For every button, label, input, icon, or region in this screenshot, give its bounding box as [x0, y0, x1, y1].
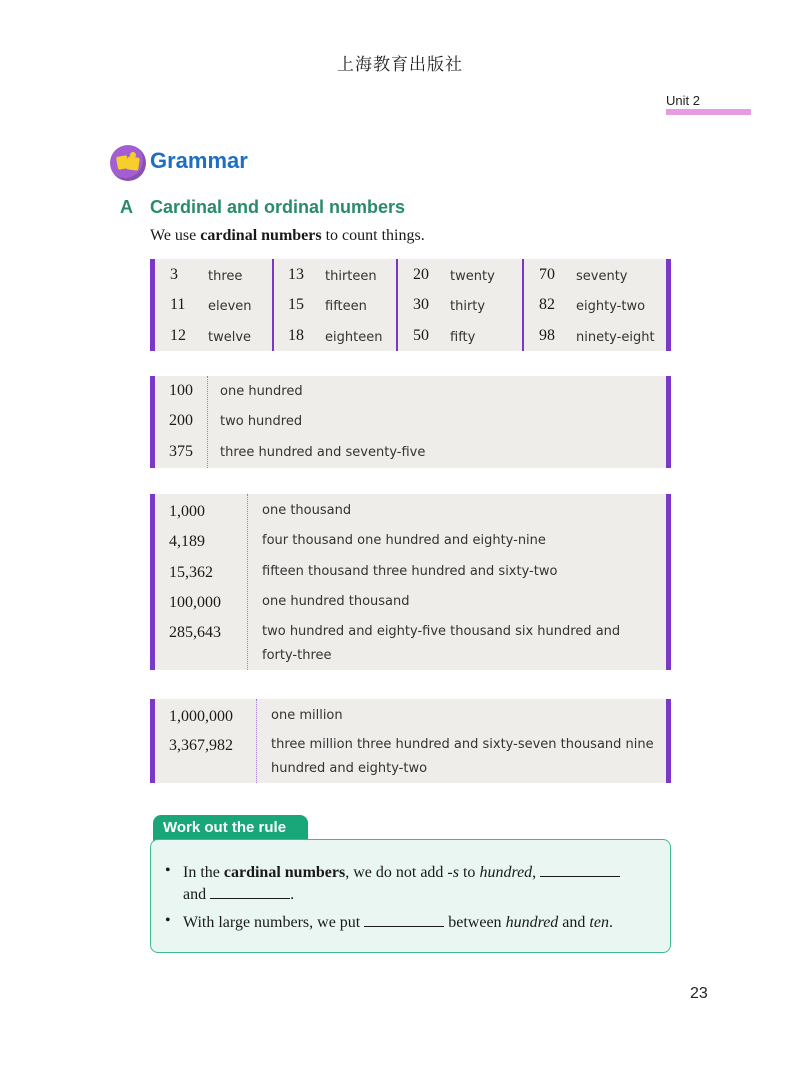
answer-blank[interactable] — [540, 862, 620, 877]
unit-label: Unit 2 — [666, 93, 700, 108]
thousands-box: 1,000 one thousand 4,189 four thousand one hundred and eighty-nine 15,362 fifteen thousand three hundred and sixty-two 100,000 one hundred thousand 285,643 two hundred and eighty-five thousand six hundred and forty-three — [150, 494, 671, 670]
dotted-divider — [207, 376, 208, 468]
rule-box: • In the cardinal numbers, we do not add -s to hundred, and . • With large numbers, we put between hundred and ten. — [150, 839, 671, 953]
section-title: Cardinal and ordinal numbers — [150, 197, 406, 217]
unit-bar — [666, 109, 751, 115]
dotted-divider — [247, 494, 248, 670]
dotted-divider — [256, 699, 257, 783]
hundreds-box: 100 one hundred 200 two hundred 375 three hundred and seventy-five — [150, 376, 671, 468]
grid-column: 3 three 11 eleven 12 twelve — [170, 266, 252, 345]
answer-blank[interactable] — [210, 884, 290, 899]
millions-box: 1,000,000 one million 3,367,982 three million three hundred and sixty-seven thousand nine hundred and eighty-two — [150, 699, 671, 783]
column-divider — [272, 259, 274, 351]
column-divider — [396, 259, 398, 351]
unit-marker — [666, 93, 751, 115]
grid-column: 70 seventy 82 eighty-two 98 ninety-eight — [539, 266, 655, 345]
publisher-name: 上海教育出版社 — [337, 55, 463, 74]
grid-column: 13 thirteen 15 fifteen 18 eighteen — [288, 266, 383, 345]
answer-blank[interactable] — [364, 912, 444, 927]
puzzle-blocks-icon — [110, 145, 146, 181]
grid-column: 20 twenty 30 thirty 50 fifty — [413, 266, 495, 345]
numbers-grid-box — [150, 259, 671, 351]
intro-text: We use cardinal numbers to count things. — [150, 227, 425, 244]
grammar-title: Grammar — [150, 148, 248, 173]
rule-tab: Work out the rule — [153, 815, 308, 843]
section-letter: A — [120, 197, 133, 217]
column-divider — [522, 259, 524, 351]
page-number: 23 — [690, 985, 708, 1002]
